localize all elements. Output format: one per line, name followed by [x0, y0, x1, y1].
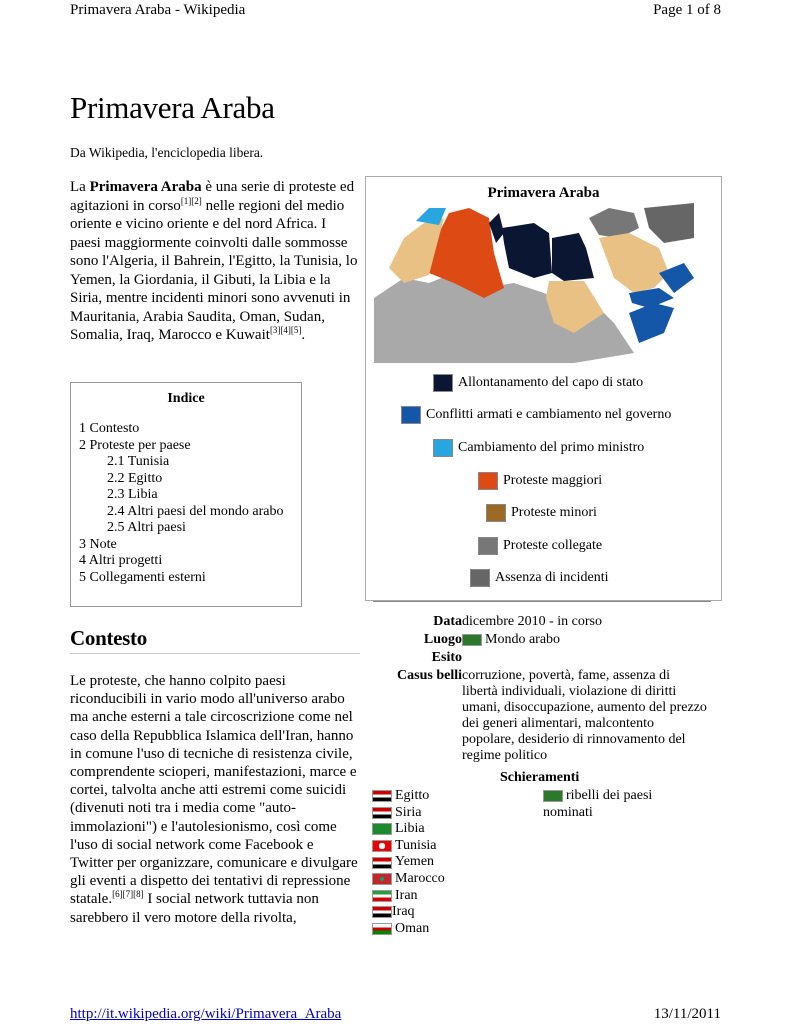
country-link[interactable]: Iran	[395, 887, 418, 903]
section-paragraph: Le proteste, che hanno colpito paesi riconducibili in vario modo all'universo arabo ma anche esterni a tale circoscrizione come nel caso della Repubblica Islamica dell'Iran, hanno in comune l'uso di tecniche di resistenza civile, comprendente scioperi, manifestazioni, marce e cortei, talvolta anche atti estremi come suicidi (divenuti noti tra i media come "auto-immolazioni") e l'autolesionismo, così come l'uso di social network come Facebook e Twitter per organizzare, comunicare e divulgare gli eventi a dispetto dei tentativi di repressione statale.[6][7][8] I social network tuttavia non sarebbero il vero motore della rivolta,	[70, 673, 358, 926]
citation-link[interactable]: [6][7][8]	[112, 889, 144, 900]
page-subtitle: Da Wikipedia, l'enciclopedia libera.	[70, 145, 264, 160]
label-casus-belli: Casus belli	[397, 668, 462, 683]
print-header-page: Page 1 of 8	[653, 2, 721, 18]
country-flag-icon	[372, 840, 392, 852]
legend-item	[478, 536, 602, 556]
value-casus-belli: corruzione, povertà, fame, assenza di libertà individuali, violazione di diritti umani, disoccupazione, aumento del prezzo dei generi alimentari, malcontento popolare, desiderio di rinnovamento del regime politico	[462, 668, 707, 763]
country-link[interactable]: Egitto	[395, 788, 430, 803]
legend-item	[470, 568, 609, 588]
legend-item	[478, 471, 602, 491]
toc-list	[71, 421, 301, 586]
country-flag-icon	[372, 890, 392, 902]
legend-label: Allontanamento del capo di stato	[458, 375, 644, 390]
infobox	[365, 176, 722, 601]
country-entry	[372, 854, 445, 871]
print-header-title: Primavera Araba - Wikipedia	[70, 2, 246, 18]
toc-item[interactable]: 2.4 Altri paesi del mondo arabo	[107, 503, 284, 519]
infobox-divider	[373, 601, 711, 602]
legend-label: Assenza di incidenti	[495, 570, 609, 585]
legend-label: Conflitti armati e cambiamento nel governo	[426, 407, 672, 422]
ribelli-link[interactable]: ribelli dei paesi nominati	[543, 788, 653, 820]
country-flag-icon	[372, 906, 392, 918]
toc-item[interactable]: 2.2 Egitto	[107, 470, 163, 486]
toc-title: Indice	[167, 391, 205, 406]
country-link[interactable]: Yemen	[395, 854, 435, 870]
legend-swatch	[478, 537, 498, 555]
country-link[interactable]: Libia	[395, 821, 425, 837]
country-entry	[372, 788, 445, 805]
country-flag-icon	[372, 873, 392, 885]
country-flag-icon	[372, 923, 392, 935]
country-entry	[372, 805, 445, 822]
country-flag-icon	[372, 857, 392, 869]
country-entry	[372, 871, 445, 888]
intro-paragraph: La Primavera Araba è una serie di proteste ed agitazioni in corso[1][2] nelle regioni del medio oriente e vicino oriente e del nord Africa. I paesi maggiormente coinvolti dalle sommosse sono l'Algeria, il Bahrein, l'Egitto, la Tunisia, lo Yemen, la Giordania, il Gibuti, la Libia e la Siria, mentre incidenti minori sono avvenuti in Mauritania, Arabia Saudita, Oman, Sudan, Somalia, Iraq, Marocco e Kuwait[3][4][5].	[70, 179, 358, 343]
citation-link[interactable]: [3][4][5]	[269, 325, 302, 335]
country-link[interactable]: Iraq	[392, 904, 415, 920]
intro-bold-term: Primavera Araba	[89, 179, 202, 195]
country-entry	[372, 888, 445, 905]
toc-item[interactable]: 5 Collegamenti esterni	[79, 569, 206, 585]
country-link[interactable]: Siria	[395, 804, 422, 820]
toc-item[interactable]: 1 Contesto	[79, 421, 140, 436]
toc-item[interactable]: 2.5 Altri paesi	[107, 520, 186, 535]
toc-item[interactable]: 2 Proteste per paese	[79, 437, 191, 453]
legend-swatch	[433, 439, 453, 457]
country-flag-icon	[372, 807, 392, 819]
toc-item[interactable]: 4 Altri progetti	[79, 553, 163, 568]
arab-world-map[interactable]	[374, 203, 694, 363]
legend-item	[401, 405, 671, 425]
country-link[interactable]: Oman	[395, 920, 430, 936]
countries-list	[372, 788, 445, 937]
arab-league-flag-icon	[462, 634, 482, 646]
page-title: Primavera Araba	[70, 90, 275, 125]
country-link[interactable]: Marocco	[395, 870, 445, 886]
legend-swatch	[470, 569, 490, 587]
legend-swatch	[478, 472, 498, 490]
country-flag-icon	[372, 790, 392, 802]
ribelli-entry	[543, 788, 673, 821]
toc-item[interactable]: 3 Note	[79, 536, 117, 552]
country-entry	[372, 904, 445, 921]
label-luogo: Luogo	[423, 632, 462, 647]
legend-item	[433, 373, 643, 393]
country-link[interactable]: Tunisia	[395, 837, 437, 853]
country-entry	[372, 821, 445, 838]
legend-swatch	[401, 406, 421, 424]
legend-swatch	[486, 504, 506, 522]
legend-label: Proteste minori	[511, 505, 597, 520]
section-heading: Contesto	[70, 626, 360, 654]
schieramenti-heading: Schieramenti	[500, 770, 580, 785]
table-of-contents	[70, 382, 302, 607]
country-flag-icon	[372, 823, 392, 835]
country-entry	[372, 921, 445, 938]
label-data: Data	[433, 614, 462, 629]
footer-url[interactable]: http://it.wikipedia.org/wiki/Primavera_Araba	[70, 1006, 342, 1022]
legend-label: Cambiamento del primo ministro	[458, 440, 645, 455]
value-luogo	[462, 632, 560, 648]
value-data: dicembre 2010 - in corso	[462, 614, 602, 629]
infobox-title: Primavera Araba	[487, 185, 600, 201]
citation-link[interactable]: [1][2]	[180, 195, 202, 206]
legend-swatch	[433, 374, 453, 392]
country-entry	[372, 838, 445, 855]
legend-label: Proteste collegate	[503, 538, 603, 553]
luogo-link[interactable]: Mondo arabo	[485, 632, 561, 647]
toc-item[interactable]: 2.1 Tunisia	[107, 454, 170, 469]
footer-date: 13/11/2011	[653, 1006, 721, 1022]
label-esito: Esito	[431, 650, 462, 665]
legend-item	[433, 438, 644, 458]
legend-item	[486, 503, 597, 523]
legend-label: Proteste maggiori	[503, 473, 603, 488]
toc-item[interactable]: 2.3 Libia	[107, 487, 158, 502]
arab-league-flag-icon	[543, 790, 563, 802]
